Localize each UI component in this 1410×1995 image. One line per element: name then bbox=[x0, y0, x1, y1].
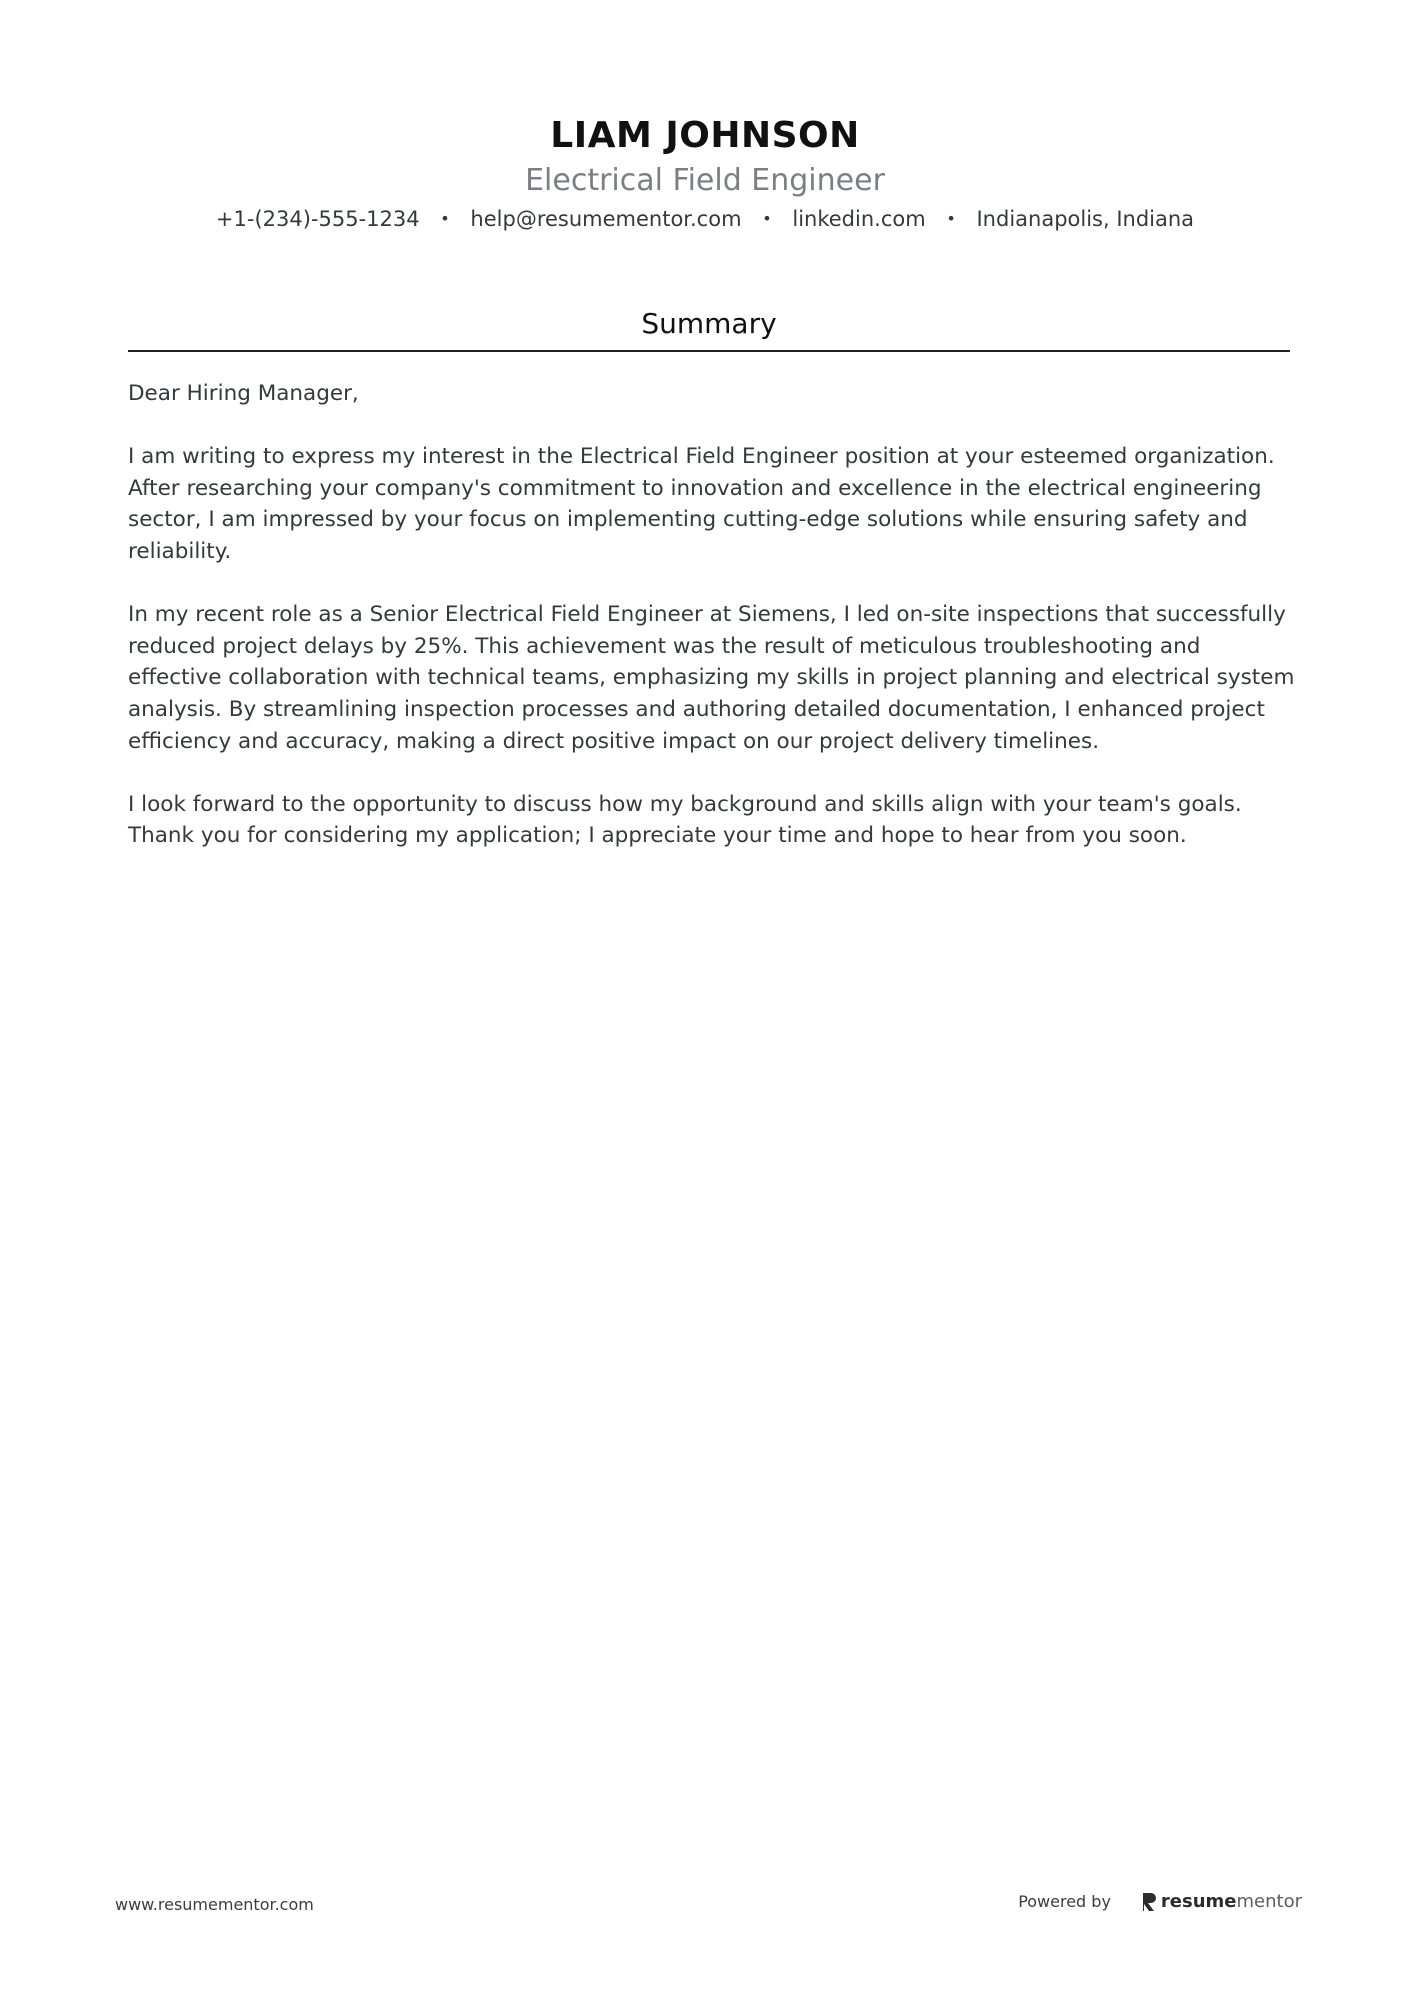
candidate-name: LIAM JOHNSON bbox=[550, 115, 860, 156]
letter-paragraph-3: I look forward to the opportunity to discuss how my background and skills align with your team's goals. Thank you for considering my application; I appreciate your time and hope to hear from you soon. bbox=[128, 791, 1242, 849]
contact-separator: • bbox=[762, 209, 772, 228]
powered-by-label: Powered by bbox=[1018, 1892, 1111, 1911]
contact-separator: • bbox=[946, 209, 956, 228]
section-divider bbox=[128, 350, 1290, 352]
footer-branding bbox=[1018, 1891, 1302, 1912]
letter-body bbox=[128, 378, 1300, 884]
contact-location: Indianapolis, Indiana bbox=[976, 207, 1195, 231]
candidate-role: Electrical Field Engineer bbox=[525, 163, 885, 198]
letter-greeting: Dear Hiring Manager, bbox=[128, 381, 359, 406]
logo-text-light: mentor bbox=[1236, 1891, 1302, 1912]
header bbox=[0, 112, 1410, 234]
resumementor-logo-icon bbox=[1141, 1892, 1157, 1912]
contact-email[interactable]: help@resumementor.com bbox=[470, 207, 742, 231]
logo-text-bold: resume bbox=[1160, 1891, 1237, 1912]
resumementor-logo[interactable] bbox=[1141, 1891, 1302, 1912]
contact-phone: +1-(234)-555-1234 bbox=[215, 207, 420, 231]
letter-paragraph-2: In my recent role as a Senior Electrical Field Engineer at Siemens, I led on-site inspections that successfully reduced project delays by 25%. This achievement was the result of meticulous troubleshooting and effective collaboration with technical teams, emphasizing my skills in project planning and electrical system analysis. By streamlining inspection processes and authoring detailed documentation, I enhanced project efficiency and accuracy, making a direct positive impact on our project delivery timelines. bbox=[128, 602, 1295, 754]
letter-paragraph-1: I am writing to express my interest in the Electrical Field Engineer position at your esteemed organization. After researching your company's commitment to innovation and excellence in the electrical engineering sector, I am impressed by your focus on implementing cutting-edge solutions while ensuring safety and reliability. bbox=[128, 444, 1275, 564]
contact-line bbox=[0, 204, 1410, 234]
footer-website[interactable]: www.resumementor.com bbox=[115, 1895, 314, 1914]
contact-separator: • bbox=[440, 209, 450, 228]
section-title-summary: Summary bbox=[641, 307, 777, 340]
contact-linkedin[interactable]: linkedin.com bbox=[792, 207, 926, 231]
